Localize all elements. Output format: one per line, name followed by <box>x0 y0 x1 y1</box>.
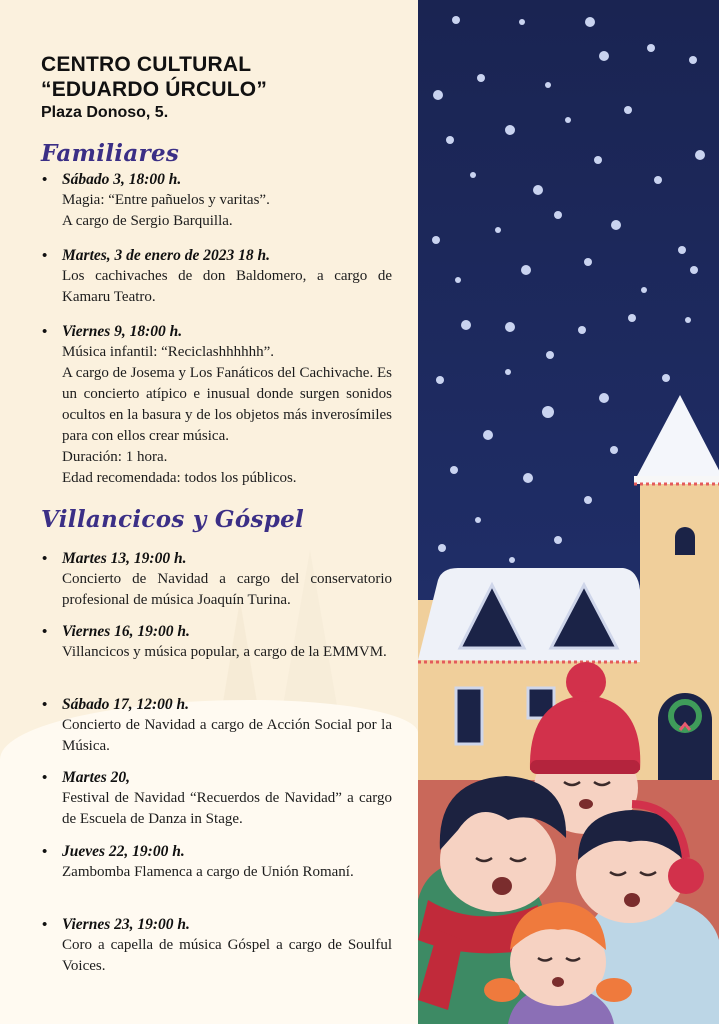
event-line: A cargo de Josema y Los Fanáticos del Cachivache. Es un concierto atípico e inusual donde surgen sonidos ocultos en la basura y de los objetos más inverosímiles para con ellos crear música. <box>62 365 392 444</box>
christmas-carolers-illustration <box>418 0 719 1024</box>
event-description <box>40 788 392 830</box>
snowflake <box>438 544 446 552</box>
event-line: Música infantil: “Reciclashhhhhh”. <box>62 344 275 360</box>
event-item <box>40 246 392 308</box>
snowflake <box>678 246 686 254</box>
snowflake <box>599 393 609 403</box>
snowflake <box>599 51 609 61</box>
event-item <box>40 170 392 232</box>
venue-name-line-2: “EDUARDO ÚRCULO” <box>41 78 268 101</box>
snowflake <box>545 82 551 88</box>
snowflake <box>654 176 662 184</box>
event-line: Los cachivaches de don Baldomero, a cargo de Kamaru Teatro. <box>62 268 392 305</box>
event-item <box>40 915 392 977</box>
snowflake <box>624 106 632 114</box>
snowflake <box>446 136 454 144</box>
event-description <box>40 715 392 757</box>
night-scene-svg <box>418 0 719 1024</box>
snowflake <box>505 125 515 135</box>
event-date: • Viernes 9, 18:00 h. <box>40 322 392 342</box>
event-description <box>40 342 392 489</box>
event-date: • Viernes 23, 19:00 h. <box>40 915 392 935</box>
snowflake <box>483 430 493 440</box>
snowflake <box>695 150 705 160</box>
snowflake <box>554 536 562 544</box>
event-line: A cargo de Sergio Barquilla. <box>62 213 233 229</box>
snowflake <box>470 172 476 178</box>
snowflake <box>578 326 586 334</box>
snowflake <box>505 369 511 375</box>
snowflake <box>519 19 525 25</box>
event-description <box>40 642 392 663</box>
house-window <box>456 688 482 744</box>
event-item <box>40 322 392 489</box>
snowflake <box>477 74 485 82</box>
event-line: Concierto de Navidad a cargo de Acción Social por la Música. <box>62 717 392 754</box>
event-line: Edad recomendada: todos los públicos. <box>62 470 297 486</box>
venue-header <box>41 52 267 124</box>
snowflake <box>628 314 636 322</box>
church-door <box>658 693 712 780</box>
event-description <box>40 266 392 308</box>
snowflake <box>521 265 531 275</box>
snowflake <box>433 90 443 100</box>
event-description <box>40 569 392 611</box>
event-line: Concierto de Navidad a cargo del conservatorio profesional de música Joaquín Turina. <box>62 571 392 608</box>
event-line: Magia: “Entre pañuelos y varitas”. <box>62 192 270 208</box>
event-date: • Martes, 3 de enero de 2023 18 h. <box>40 246 392 266</box>
snowflake <box>584 258 592 266</box>
venue-name-line-1: CENTRO CULTURAL <box>41 53 252 76</box>
event-item <box>40 842 392 883</box>
event-description <box>40 935 392 977</box>
snowflake <box>585 17 595 27</box>
event-item <box>40 549 392 611</box>
event-date: • Martes 20, <box>40 768 392 788</box>
snowflake <box>610 446 618 454</box>
snowflake <box>689 56 697 64</box>
snowflake <box>594 156 602 164</box>
snowflake <box>455 277 461 283</box>
event-line: Festival de Navidad “Recuerdos de Navidad” a cargo de Escuela de Danza in Stage. <box>62 790 392 827</box>
section-title-villancicos: Villancicos y Góspel <box>41 506 305 533</box>
event-date: • Sábado 17, 12:00 h. <box>40 695 392 715</box>
event-item <box>40 695 392 757</box>
snowflake <box>505 322 515 332</box>
snowflake <box>432 236 440 244</box>
tower-window <box>675 527 695 555</box>
snowflake <box>690 266 698 274</box>
snowflake <box>475 517 481 523</box>
event-date: • Martes 13, 19:00 h. <box>40 549 392 569</box>
snowflake <box>647 44 655 52</box>
snowflake <box>533 185 543 195</box>
event-line: Duración: 1 hora. <box>62 449 168 465</box>
event-description <box>40 862 392 883</box>
snowflake <box>452 16 460 24</box>
earmuff-icon <box>668 858 704 894</box>
snowflake <box>542 406 554 418</box>
event-date: • Viernes 16, 19:00 h. <box>40 622 392 642</box>
snowflake <box>662 374 670 382</box>
snowflake <box>584 496 592 504</box>
event-item <box>40 622 392 663</box>
snowflake <box>461 320 471 330</box>
snowflake <box>546 351 554 359</box>
snowflake <box>523 473 533 483</box>
event-item <box>40 768 392 830</box>
snowflake <box>554 211 562 219</box>
event-date: • Jueves 22, 19:00 h. <box>40 842 392 862</box>
snowflake <box>641 287 647 293</box>
venue-address: Plaza Donoso, 5. <box>41 104 169 121</box>
event-line: Coro a capella de música Góspel a cargo de Soulful Voices. <box>62 937 392 974</box>
event-line: Villancicos y música popular, a cargo de la EMMVM. <box>62 644 387 660</box>
event-line: Zambomba Flamenca a cargo de Unión Romaní. <box>62 864 354 880</box>
event-description <box>40 190 392 232</box>
snowflake <box>436 376 444 384</box>
snowflake <box>685 317 691 323</box>
snowflake <box>611 220 621 230</box>
snowflake <box>495 227 501 233</box>
event-date: • Sábado 3, 18:00 h. <box>40 170 392 190</box>
snowflake <box>509 557 515 563</box>
snowflake <box>450 466 458 474</box>
snowflake <box>565 117 571 123</box>
section-title-familiares: Familiares <box>41 140 180 167</box>
